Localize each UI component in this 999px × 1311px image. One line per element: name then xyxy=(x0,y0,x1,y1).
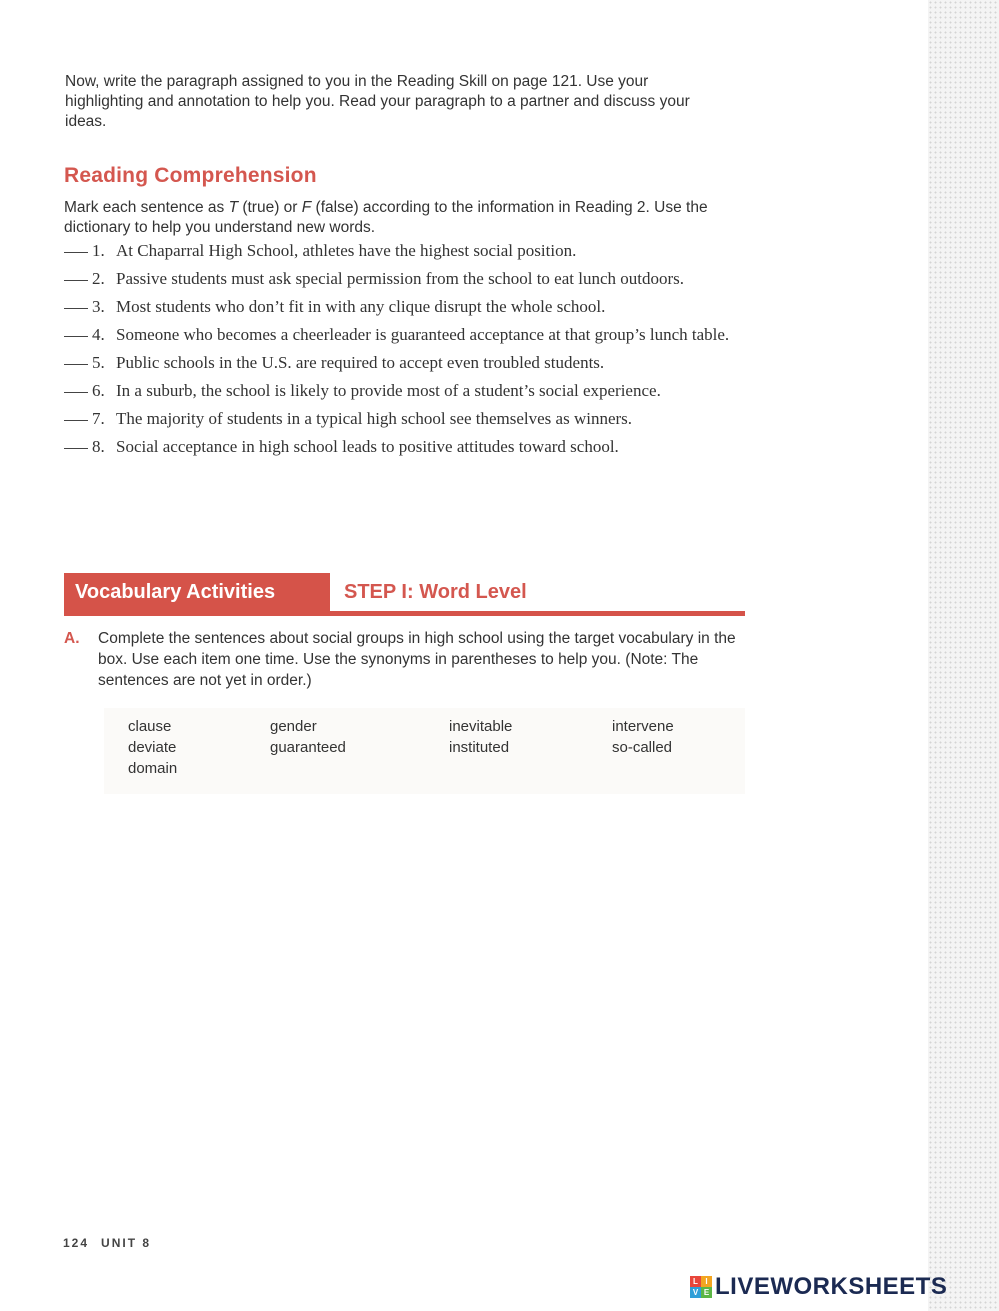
answer-blank[interactable] xyxy=(64,242,88,253)
liveworksheets-icon: L I V E xyxy=(690,1276,712,1298)
answer-blank[interactable] xyxy=(64,354,88,365)
true-false-list xyxy=(64,242,754,466)
task-letter: A. xyxy=(64,630,80,647)
true-false-item: 7. The majority of students in a typical high school see themselves as winners. xyxy=(64,410,754,428)
answer-blank[interactable] xyxy=(64,410,88,421)
vocabulary-banner xyxy=(64,573,745,617)
word-item: domain xyxy=(128,760,178,777)
step-label: STEP I: Word Level xyxy=(344,581,527,603)
reading-comprehension-heading: Reading Comprehension xyxy=(64,164,317,187)
answer-blank[interactable] xyxy=(64,298,88,309)
word-item: so-called xyxy=(612,739,673,756)
true-false-item: 6. In a suburb, the school is likely to provide most of a student’s social experience. xyxy=(64,382,754,400)
liveworksheets-logo[interactable] xyxy=(690,1272,947,1302)
answer-blank[interactable] xyxy=(64,270,88,281)
word-item: inevitable xyxy=(449,718,513,735)
true-false-item: 8. Social acceptance in high school leads to positive attitudes toward school. xyxy=(64,438,754,456)
intro-paragraph: Now, write the paragraph assigned to you in the Reading Skill on page 121. Use your highlighting and annotation to help you. Read your paragraph to a partner and discuss your ideas. xyxy=(65,73,690,130)
answer-blank[interactable] xyxy=(64,382,88,393)
vocabulary-activities-label: Vocabulary Activities xyxy=(64,573,330,611)
page-number: 124 xyxy=(63,1236,90,1250)
banner-divider xyxy=(64,611,745,616)
brand-name: LIVEWORKSHEETS xyxy=(715,1273,948,1300)
word-item: clause xyxy=(128,718,172,735)
true-false-item: 4. Someone who becomes a cheerleader is guaranteed acceptance at that group’s lunch table. xyxy=(64,326,754,344)
word-item: intervene xyxy=(612,718,674,735)
answer-blank[interactable] xyxy=(64,326,88,337)
word-item: instituted xyxy=(449,739,510,756)
unit-label: UNIT 8 xyxy=(101,1236,152,1250)
task-a xyxy=(64,628,754,691)
word-box xyxy=(104,708,745,794)
page-footer xyxy=(63,1236,151,1250)
word-item: gender xyxy=(270,718,317,735)
true-false-item: 1. At Chaparral High School, athletes have the highest social position. xyxy=(64,242,754,260)
task-instructions: Complete the sentences about social groups in high school using the target vocabulary in the box. Use each item one time. Use the synonyms in parentheses to help you. (Note: The sentences are not yet in order.) xyxy=(98,630,736,689)
true-false-item: 5. Public schools in the U.S. are required to accept even troubled students. xyxy=(64,354,754,372)
word-item: guaranteed xyxy=(270,739,346,756)
page-edge-strip xyxy=(928,0,999,1311)
true-false-item: 2. Passive students must ask special permission from the school to eat lunch outdoors. xyxy=(64,270,754,288)
answer-blank[interactable] xyxy=(64,438,88,449)
reading-comprehension-instructions: Mark each sentence as T (true) or F (false) according to the information in Reading 2. Use the dictionary to help you understand new words. xyxy=(64,199,708,236)
true-false-item: 3. Most students who don’t fit in with any clique disrupt the whole school. xyxy=(64,298,754,316)
word-item: deviate xyxy=(128,739,177,756)
